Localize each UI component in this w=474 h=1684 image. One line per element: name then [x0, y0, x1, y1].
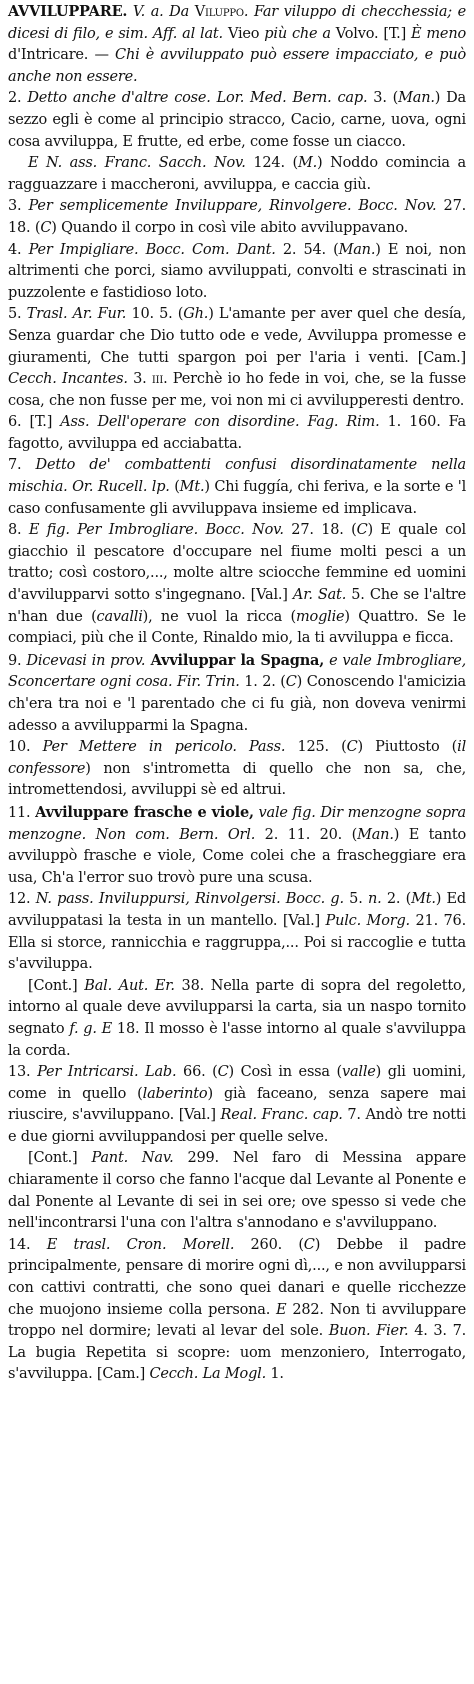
italic-run: E trasl. Cron. Morell. [46, 1236, 235, 1253]
text-run: 3. [8, 198, 29, 215]
text-run: ) Chi fuggía, chi feriva, e la sorte e 'l caso confusamente gli avviluppava insieme ed implicava. [8, 479, 466, 517]
italic-run: Man. [357, 826, 394, 843]
italic-run: Per semplicemente Inviluppare, Rinvolgere. Bocc. Nov. [28, 198, 437, 215]
bold-term: Avviluppar la Spagna, [145, 651, 325, 669]
text-run: 4. 3. 7. La bugia Repetita si scopre: uom menzoniero, Interrogato, s'avviluppa. [Cam.] [8, 1323, 466, 1383]
text-run: ) Quando il corpo in così vile abito avviluppavano. [51, 219, 409, 236]
text-run: ) E noi, non altrimenti che porci, siamo avviluppati, convolti e strascinati in puzzolente e fastidioso loto. [8, 241, 466, 301]
text-run: 124. ( [245, 155, 298, 172]
text-run: ) L'amante per aver quel che desía, Senza guardar che Dio tutto ode e vede, Avviluppa promesse e giuramenti, Che tutti spargon poi per l'aria i venti. [Cam.] [8, 306, 467, 366]
text-run: 5. [343, 891, 368, 908]
text-run: ) Conoscendo l'amicizia ch'era tra noi e 'l parentado che ci fu già, non doveva venirmi adesso a avvilupparmi la Spagna. [8, 674, 467, 734]
small-caps-run: Viluppo [194, 4, 244, 20]
text-run: ) Debbe il padre principalmente, pensare di morire ogni dì,..., e non avvilupparsi con cattivi contratti, che sono quei danari e quelle ricchezze che muojono insieme colla persona. [8, 1236, 466, 1318]
text-run: ), ne vuol la ricca ( [142, 608, 296, 625]
italic-run: più che a [264, 25, 336, 42]
text-run: 10. 5. ( [126, 306, 184, 323]
text-run: [Cont.] [28, 1150, 92, 1167]
text-run: ) Piuttosto ( [357, 739, 458, 756]
text-run: ) non s'intrometta di quello che non sa, che, intromettendosi, avviluppi sè ed altrui. [8, 760, 466, 799]
italic-run: Trasl. Ar. Fur. [26, 306, 127, 323]
italic-run: C [285, 674, 297, 691]
italic-run: Cecch. La Mogl. [149, 1366, 266, 1383]
entry-sense-paragraph [8, 889, 466, 975]
text-run: 2. 54. ( [275, 241, 339, 258]
italic-run: moglie [296, 608, 345, 625]
text-run: 260. ( [234, 1236, 304, 1253]
text-run: 7. [8, 457, 36, 474]
text-run: ) Ed avviluppatasi la testa in un mantello. [Val.] [8, 891, 466, 929]
text-run: 14. [8, 1236, 47, 1253]
italic-run: vale fig. Dir menzogne sopra menzogne. Non com. Bern. Orl. [8, 804, 466, 843]
text-run: [Cont.] [28, 977, 85, 994]
text-run: 2. [8, 90, 28, 107]
italic-run: . Far viluppo di checchessia; e dicesi di filo, e sim. Aff. al lat. [8, 4, 466, 42]
text-run: 3. ( [367, 90, 399, 107]
italic-run: Detto anche d'altre cose. Lor. Med. Bern. cap. [27, 90, 368, 107]
text-run: 27. 18. ( [283, 522, 357, 539]
text-run: ( [169, 479, 180, 496]
entry-sense-paragraph [8, 737, 466, 802]
italic-run: Per Mettere in pericolo. Pass. [42, 739, 286, 756]
italic-run: C [217, 1064, 229, 1081]
text-run: Vieo [227, 25, 265, 42]
text-run: 282. Non ti avviluppare troppo nel dormire; levati al levar del sole. [8, 1301, 466, 1340]
text-run: 1. [266, 1366, 284, 1383]
italic-run: Man. [398, 90, 435, 107]
text-run: 4. [8, 241, 29, 258]
entry-sense-paragraph [8, 240, 466, 305]
text-run: 21. 76. Ella si storce, rannicchia e raggruppa,... Poi si raccoglie e tutta s'avviluppa. [8, 912, 466, 973]
text-run: 6. [T.] [8, 414, 61, 431]
entry-sense-paragraph [8, 153, 466, 196]
entry-sense-paragraph [8, 304, 466, 412]
text-run: 1. 160. Fa fagotto, avviluppa ed acciabatta. [8, 414, 466, 452]
italic-run: È meno [411, 25, 466, 42]
entry-sense-paragraph [8, 196, 466, 239]
text-run: 7. Andò tre notti e due giorni avviluppandosi per quelle selve. [8, 1107, 466, 1145]
italic-run: Gh. [183, 306, 209, 323]
entry-sense-paragraph [8, 455, 466, 520]
text-run: ) Da sezzo egli è come al principio stracco, Cacio, carne, uova, ogni cosa avviluppa, E frutte, ed erbe, come fosse un ciacco. [8, 90, 466, 150]
text-run: 66. ( [176, 1064, 218, 1081]
italic-run: Man. [338, 241, 376, 258]
italic-run: Ar. Sat. [292, 587, 347, 604]
italic-run: E fig. Per Imbrogliare. Bocc. Nov. [28, 522, 284, 539]
entry-sense-paragraph [8, 1148, 466, 1234]
entry-sense-paragraph [8, 1062, 466, 1148]
bold-term: Avviluppare frasche e viole, [35, 803, 254, 821]
italic-run: Mt. [411, 891, 436, 908]
italic-run: C [40, 219, 52, 236]
text-run: 27. 18. ( [8, 198, 467, 236]
text-run: ) E tanto avviluppò frasche e viole, Come colei che a frascheggiare era usa, Ch'a l'error suo trovò pure una scusa. [8, 826, 467, 886]
italic-run: Bal. Aut. Er. [84, 977, 175, 994]
italic-run: C [346, 739, 358, 756]
italic-run: E [276, 1301, 287, 1318]
italic-run: V. a. Da [127, 4, 195, 20]
italic-run: Cecch. Incantes. [8, 371, 128, 388]
entry-sense-paragraph [8, 88, 466, 153]
text-run: 299. Nel faro di Messina appare chiaramente il corso che fanno l'acque dal Levante al Ponente e dal Ponente al Levante di sei in sei ore; ove spesso si vede che nell'incontrarsi l'una con l'altra s'annodano e s'avviluppano. [8, 1150, 466, 1232]
text-run: ) E quale col giacchio il pescatore d'occupare nel fiume molti pesci a un tratto; così costoro,..., molte altre sciocche femmine ed uomini d'avvilupparvi sotto s'ingegnano. [Val.] [8, 522, 466, 604]
text-run: 10. [8, 739, 43, 756]
text-run: ) gli uomini, come in quello ( [8, 1064, 466, 1102]
text-run: ) Noddo comincia a ragguazzare i maccheroni, avviluppa, e caccia giù. [8, 155, 466, 193]
italic-run: Mt. [179, 479, 205, 496]
text-run: ) Così in essa ( [228, 1064, 342, 1081]
italic-run: C [356, 522, 368, 539]
italic-run: il confessore [8, 739, 467, 777]
italic-run: e vale Imbrogliare, Sconcertare ogni cosa. Fir. Trin. [8, 652, 466, 691]
italic-run: Per Intricarsi. Lab. [37, 1064, 177, 1081]
italic-run: Buon. Fier. [328, 1323, 409, 1340]
italic-run: Per Impigliare. Bocc. Com. Dant. [28, 241, 276, 258]
text-run: d'Intricare. — [8, 47, 116, 64]
italic-run: Dicevasi in prov. [26, 652, 146, 669]
text-run: 8. [8, 522, 29, 539]
text-run: 2. ( [381, 891, 412, 908]
text-run: Volvo. [T.] [335, 25, 412, 42]
text-run: 5. Che se l'altre n'han due ( [8, 587, 466, 625]
entry-sense-paragraph [8, 1235, 466, 1386]
text-run: 13. [8, 1064, 38, 1081]
italic-run: f. g. E [69, 1020, 113, 1037]
entry-sense-paragraph [8, 412, 466, 455]
text-run: 11. [8, 804, 36, 821]
italic-run: C [303, 1236, 315, 1253]
italic-run: cavalli [96, 608, 143, 625]
italic-run: E N. ass. Franc. Sacch. Nov. [28, 155, 246, 172]
entry-sense-paragraph [8, 650, 466, 737]
text-run: ) Quattro. Se le compiaci, più che il Conte, Rinaldo mio, la ti avviluppa e ficca. [8, 608, 466, 647]
italic-run: Pulc. Morg. [325, 912, 410, 929]
italic-run: Pant. Nav. [91, 1150, 174, 1167]
italic-run: Real. Franc. cap. [220, 1107, 343, 1124]
italic-run: n. [367, 891, 382, 908]
text-run: 9. [8, 652, 27, 669]
text-run: . Perchè io ho fede in voi, che, se la fusse cosa, che non fusse per me, voi non mi ci avvilupperesti dentro. [8, 371, 466, 409]
entry-headword-paragraph [8, 1, 466, 88]
text-run: 12. [8, 891, 36, 908]
italic-run: valle [341, 1064, 376, 1081]
italic-run: Detto de' combattenti confusi disordinatamente nella mischia. Or. Rucell. lp. [8, 457, 466, 496]
italic-run: Ass. Dell'operare con disordine. Fag. Rim. [60, 414, 380, 431]
text-run: 5. [8, 306, 27, 323]
text-run: 2. 11. 20. ( [255, 826, 358, 843]
text-run: 3. [127, 371, 152, 388]
text-run: ) già faceano, senza sapere mai riuscire, s'avviluppano. [Val.] [8, 1085, 466, 1124]
italic-run: Chi è avviluppato può essere impacciato, e può anche non essere. [8, 47, 466, 85]
bold-term: AVVILUPPARE. [8, 3, 128, 20]
italic-run: laberinto [142, 1085, 208, 1102]
text-run: 1. 2. ( [239, 674, 286, 691]
italic-run: N. pass. Inviluppursi, Rinvolgersi. Bocc. g. [35, 891, 344, 908]
text-run: 38. Nella parte di sopra del regoletto, intorno al quale deve avvilupparsi la carta, sia un naspo tornito segnato [8, 977, 466, 1037]
italic-run: M. [297, 155, 318, 172]
text-run: 18. Il mosso è l'asse intorno al quale s'avviluppa la corda. [8, 1020, 466, 1059]
entry-sense-paragraph [8, 976, 466, 1062]
entry-sense-paragraph [8, 802, 466, 889]
text-run: 125. ( [285, 739, 347, 756]
entry-sense-paragraph [8, 520, 466, 650]
small-caps-run: iii [151, 371, 164, 388]
